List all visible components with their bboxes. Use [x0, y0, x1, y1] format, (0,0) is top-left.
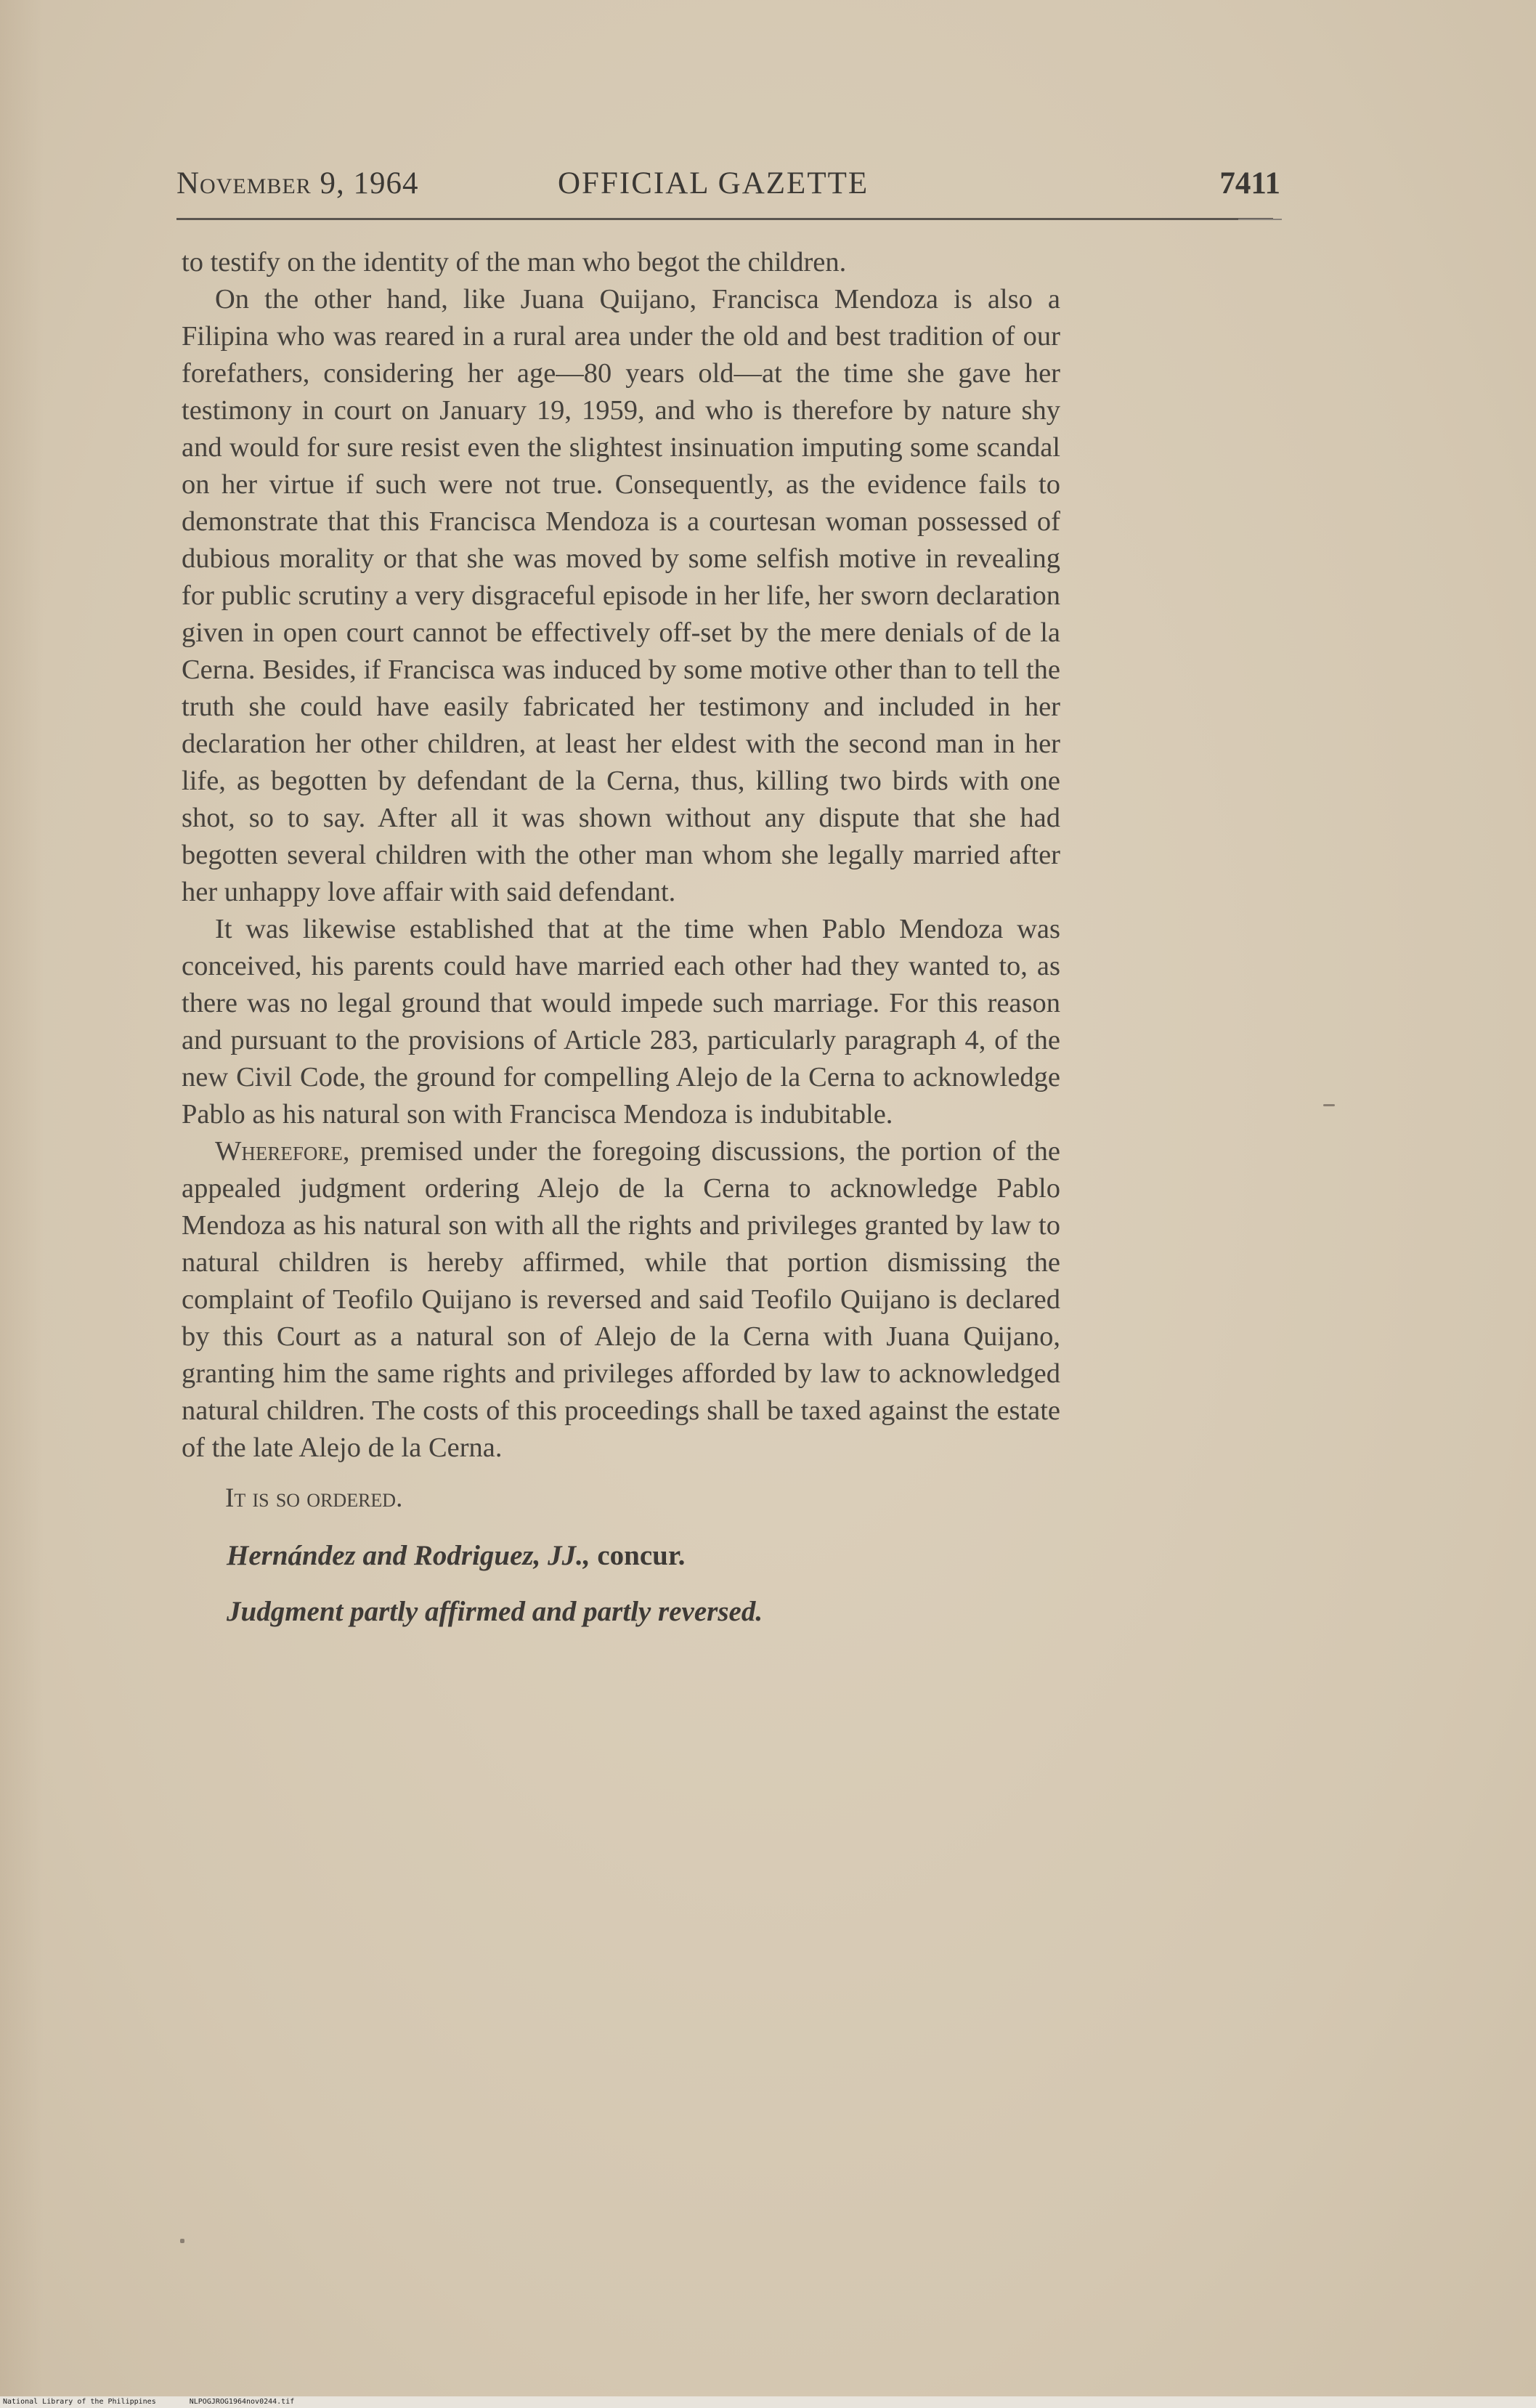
- wherefore-text: premised under the foregoing discussions, the portion of the appealed judgment ordering Alejo de la Cerna to acknowledge Pablo Mendoza as his natural son with all the rights and privileges granted by law to natural children is hereby affirmed, while that portion dismissing the complaint of Teofilo Quijano is reversed and said Teofilo Quijano is declared by this Court as a natural son of Alejo de la Cerna with Juana Quijano, granting him the same rights and privileges afforded by law to acknowledged natural children. The costs of this proceedings shall be taxed against the estate of the late Alejo de la Cerna.: [182, 1136, 1060, 1463]
- page-speck: [180, 2239, 184, 2243]
- page-number: 7411: [1219, 166, 1280, 200]
- so-ordered: It is so ordered.: [225, 1483, 403, 1513]
- paragraph-wherefore: [182, 1133, 1060, 1467]
- wherefore-lead: Wherefore,: [215, 1136, 350, 1167]
- page-speck: [1323, 1104, 1335, 1106]
- header-rule: [176, 218, 1273, 220]
- judgment-disposition: Judgment partly affirmed and partly reversed.: [227, 1596, 763, 1627]
- concur-word: concur.: [590, 1540, 686, 1571]
- paragraph-pablo: It was likewise established that at the time when Pablo Mendoza was conceived, his parents could have married each other had they wanted to, as there was no legal ground that would impede such marriage. For this reason and pursuant to the provisions of Article 283, particularly paragraph 4, of the new Civil Code, the ground for compelling Alejo de la Cerna to acknowledge Pablo as his natural son with Francisca Mendoza is indubitable.: [182, 914, 1060, 1130]
- paragraph-continuation: to testify on the identity of the man who begot the children.: [182, 247, 847, 277]
- body-text: [182, 244, 1060, 1630]
- page-header: [176, 166, 1280, 209]
- scan-footer: [0, 2396, 1536, 2408]
- header-date: November 9, 1964: [176, 166, 419, 200]
- header-rule-tail: [1238, 219, 1282, 220]
- concurring-justices: Hernández and Rodriguez, JJ.,: [227, 1540, 590, 1571]
- header-title: OFFICIAL GAZETTE: [558, 166, 869, 200]
- footer-library: National Library of the Philippines: [3, 2398, 156, 2406]
- footer-file: NLPOGJROG1964nov0244.tif: [189, 2398, 295, 2406]
- concurrence: [182, 1537, 1060, 1574]
- paragraph-francisca: On the other hand, like Juana Quijano, Francisca Mendoza is also a Filipina who was reared in a rural area under the old and best tradition of our forefathers, considering her age—80 years old—at the time she gave her testimony in court on January 19, 1959, and who is therefore by nature shy and would for sure resist even the slightest insinuation imputing some scandal on her virtue if such were not true. Consequently, as the evidence fails to demonstrate that this Francisca Mendoza is a courtesan woman possessed of dubious morality or that she was moved by some selfish motive in revealing for public scrutiny a very disgraceful episode in her life, her sworn declaration given in open court cannot be effectively off-set by the mere denials of de la Cerna. Besides, if Francisca was induced by some motive other than to tell the truth she could have easily fabricated her testimony and included in her declaration her other children, at least her eldest with the second man in her life, as begotten by defendant de la Cerna, thus, killing two birds with one shot, so to say. After all it was shown without any dispute that she had begotten several children with the other man whom she legally married after her unhappy love affair with said defendant.: [182, 284, 1060, 907]
